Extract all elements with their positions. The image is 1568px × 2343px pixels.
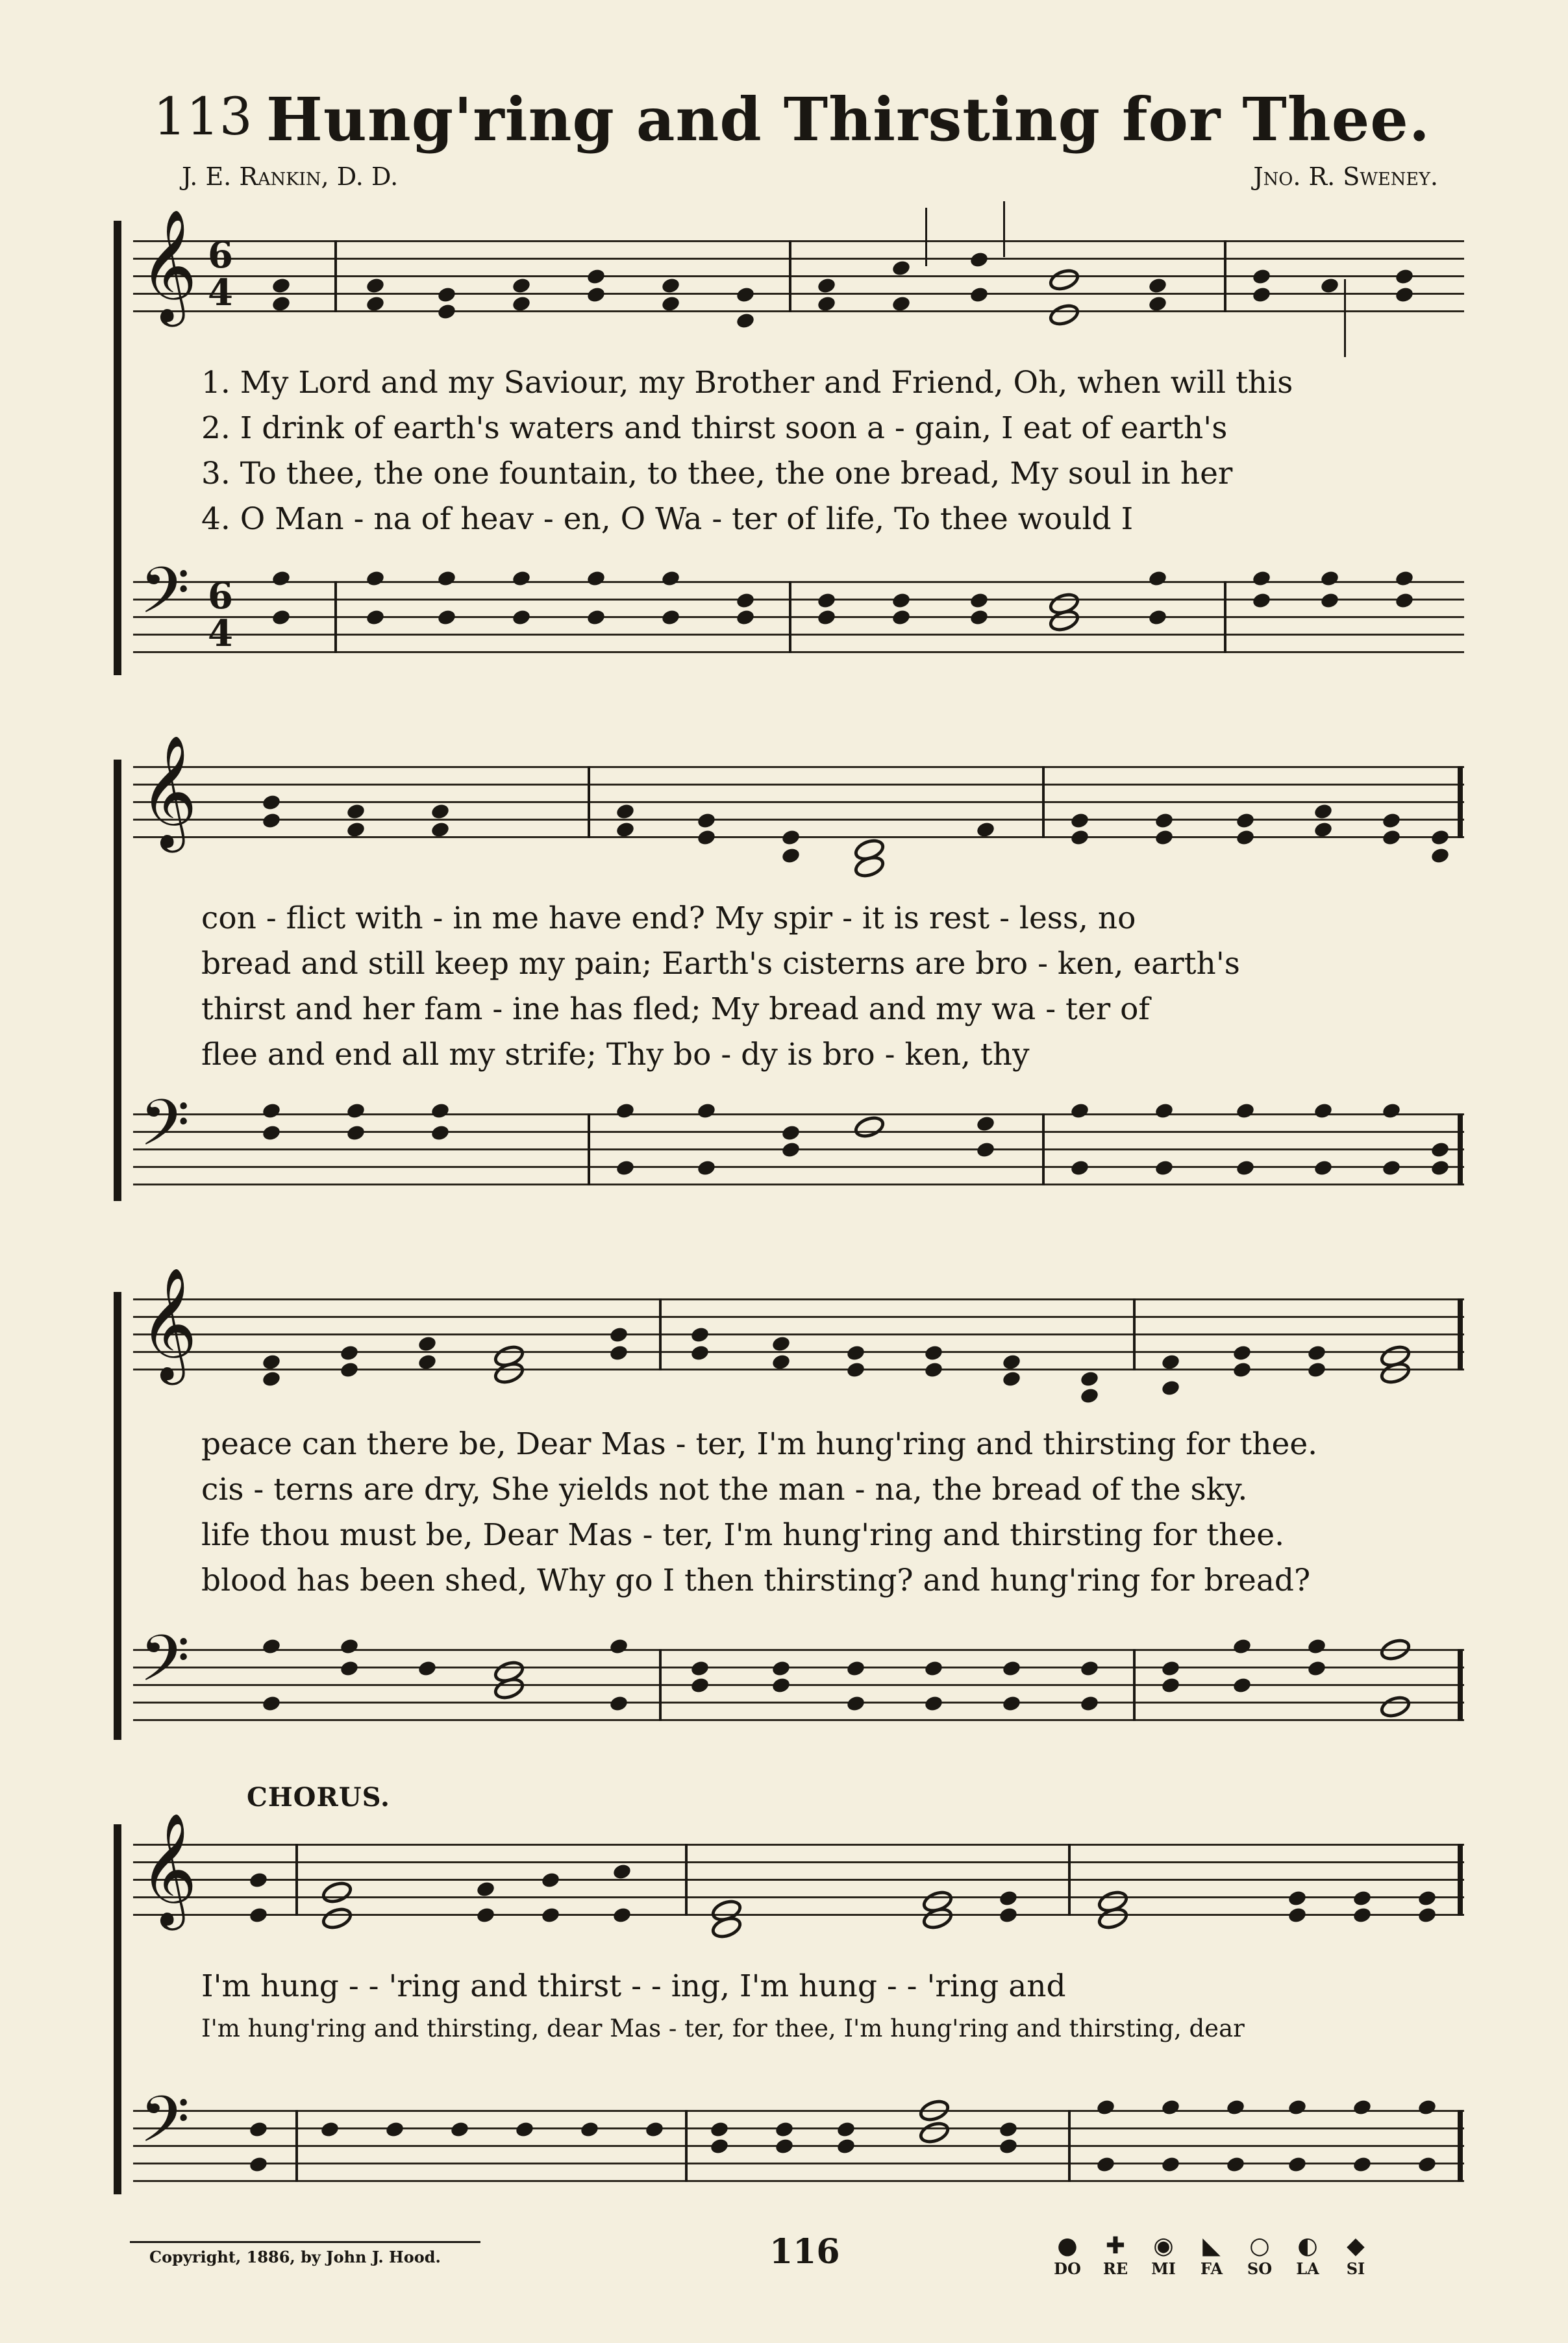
author-credit: J. E. Rankin, D. D. [182, 162, 399, 191]
system-brace [114, 1292, 121, 1740]
hymn-title: Hung'ring and Thirsting for Thee. [266, 84, 1430, 155]
triangle-note-icon: ◣ [1202, 2233, 1221, 2259]
lyric-line: 3. To thee, the one fountain, to thee, the one bread, My soul in her [201, 456, 1233, 491]
solfege-re: ✚ RE [1102, 2233, 1128, 2278]
verse-lyrics [201, 1422, 1458, 1604]
music-system-1 [114, 209, 1464, 675]
open-note-icon: ○ [1249, 2233, 1270, 2259]
lyric-line: 2. I drink of earth's waters and thirst soon a - gain, I eat of earth's [201, 410, 1228, 446]
composer-credit: Jno. R. Sweney. [1253, 162, 1438, 191]
treble-clef-icon: 𝄞 [140, 735, 197, 848]
verse-lyrics [201, 896, 1458, 1078]
verse-lyrics [201, 360, 1458, 542]
lyric-line: con - flict with - in me have end? My spir - it is rest - less, no [201, 900, 1136, 936]
solfege-do: ● DO [1054, 2233, 1081, 2278]
treble-staff [133, 209, 1464, 322]
treble-staff [133, 1813, 1464, 1926]
half-circle-note-icon: ◐ [1297, 2233, 1318, 2259]
lyric-line: flee and end all my strife; Thy bo - dy is bro - ken, thy [201, 1037, 1030, 1072]
ring-note-icon: ◉ [1153, 2233, 1174, 2259]
bass-staff [133, 1086, 1464, 1185]
music-system-3 [114, 1267, 1464, 1740]
lyric-line: 4. O Man - na of heav - en, O Wa - ter of life, To thee would I [201, 501, 1134, 537]
system-brace [114, 221, 121, 675]
bass-clef-icon: 𝄢 [140, 1086, 190, 1176]
lyric-line: thirst and her fam - ine has fled; My bread and my wa - ter of [201, 991, 1150, 1027]
treble-clef-icon: 𝄞 [140, 1267, 197, 1380]
solfege-si: ◆ SI [1346, 2233, 1365, 2278]
chorus-label: CHORUS. [247, 1782, 390, 1813]
solfege-so: ○ SO [1247, 2233, 1273, 2278]
lyric-line: blood has been shed, Why go I then thirsting? and hung'ring for bread? [201, 1563, 1311, 1598]
system-brace [114, 1824, 121, 2194]
hymn-number: 113 [153, 86, 253, 147]
treble-clef-icon: 𝄞 [140, 209, 197, 322]
bass-staff [133, 2083, 1464, 2181]
treble-staff [133, 1267, 1464, 1380]
time-signature: 6 4 [208, 234, 233, 314]
page-number: 116 [769, 2232, 840, 2272]
system-brace [114, 760, 121, 1201]
treble-clef-icon: 𝄞 [140, 1813, 197, 1926]
lyric-line: life thou must be, Dear Mas - ter, I'm hung'ring and thirsting for thee. [201, 1517, 1285, 1553]
cross-note-icon: ✚ [1105, 2233, 1126, 2259]
lyric-line: peace can there be, Dear Mas - ter, I'm hung'ring and thirsting for thee. [201, 1426, 1318, 1462]
bass-staff [133, 554, 1464, 655]
diamond-note-icon: ◆ [1347, 2233, 1365, 2259]
treble-staff [133, 735, 1464, 848]
bass-staff [133, 1622, 1464, 1720]
lyric-line: cis - terns are dry, She yields not the man - na, the bread of the sky. [201, 1472, 1248, 1507]
solfege-mi: ◉ MI [1151, 2233, 1176, 2278]
solfege-fa: ◣ FA [1200, 2233, 1223, 2278]
bass-clef-icon: 𝄢 [140, 554, 190, 644]
lyric-line: 1. My Lord and my Saviour, my Brother and Friend, Oh, when will this [201, 365, 1293, 401]
solfege-legend [1052, 2233, 1371, 2278]
footer-divider [130, 2241, 480, 2243]
music-system-2 [114, 735, 1464, 1201]
lyric-line: bread and still keep my pain; Earth's cisterns are bro - ken, earth's [201, 946, 1240, 982]
lyric-line: I'm hung - - 'ring and thirst - - ing, I'm hung - - 'ring and [201, 1968, 1066, 2004]
solfege-la: ◐ LA [1296, 2233, 1319, 2278]
bass-clef-icon: 𝄢 [140, 1622, 190, 1712]
round-note-icon: ● [1057, 2233, 1078, 2259]
time-signature: 6 4 [208, 575, 233, 655]
copyright-notice: Copyright, 1886, by John J. Hood. [149, 2248, 441, 2266]
chorus-lyrics [201, 1964, 1458, 2048]
bass-clef-icon: 𝄢 [140, 2083, 190, 2173]
music-system-4 [114, 1813, 1464, 2194]
lyric-line: I'm hung'ring and thirsting, dear Mas - ter, for thee, I'm hung'ring and thirsting, dear [201, 2014, 1245, 2042]
